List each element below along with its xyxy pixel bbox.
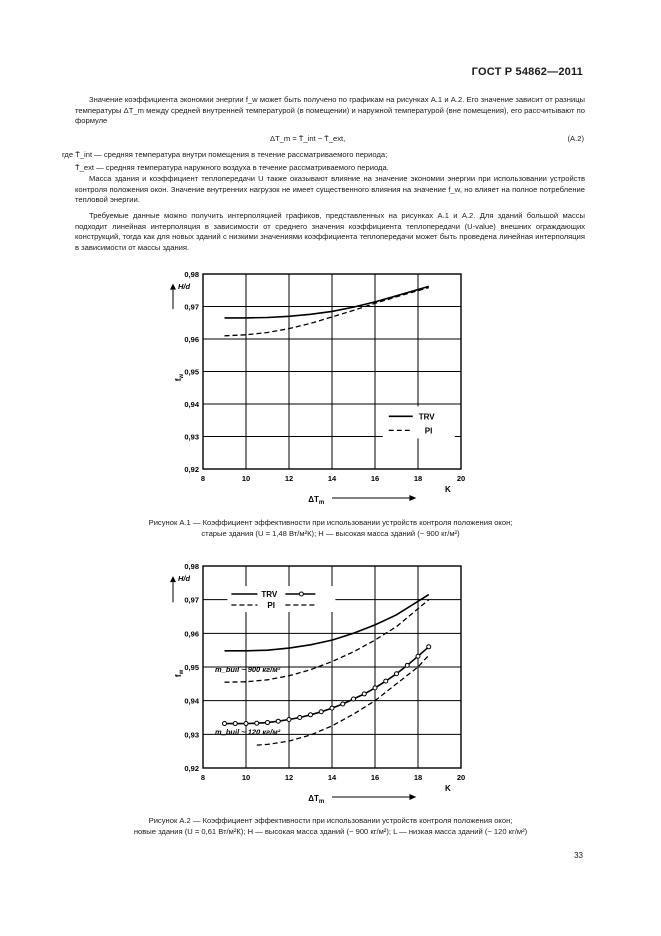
- x-tick-label: 14: [327, 773, 337, 782]
- y-tick-label: 0,94: [184, 696, 199, 706]
- page-number: 33: [574, 851, 583, 860]
- paragraph-2-text: Масса здания и коэффициент теплопередачи U также оказывают влияние на значение экономии энергии при использовании устройств контроля положения окон. Значение внутренних нагрузок не имеет существенного влияния на значение f_w, но влияет на полное потребление тепловой энергии.: [75, 174, 585, 205]
- series-line-trv: [225, 286, 429, 318]
- x-tick-label: 18: [413, 474, 423, 483]
- paragraph-1-text: Значение коэффициента экономии энергии f_w может быть получено по графикам на рисунках А.1 и А.2. Его значение зависит от разницы температуры ΔT_m между средней внутренней температурой (в помещении) и наружной температурой (вне помещения), его рассчитывают по формуле: [75, 95, 585, 126]
- y-tick-label: 0,98: [184, 562, 199, 571]
- y-tick-label: 0,96: [184, 629, 199, 639]
- series-point: [405, 663, 409, 667]
- document-standard-number: ГОСТ Р 54862—2011: [471, 66, 583, 78]
- figure-a1-caption-line1: Рисунок А.1 — Коэффициент эффективности при использовании устройств контроля положения окон;: [148, 518, 513, 527]
- x-axis-label-subscript: m: [318, 799, 325, 805]
- x-tick-label: 18: [413, 773, 423, 782]
- y-tick-label: 0,95: [184, 663, 199, 672]
- series-point: [298, 716, 302, 720]
- y-axis-label-subscript: w: [179, 373, 185, 379]
- series-line-trv-l: [225, 647, 429, 724]
- x-tick-label: 16: [370, 773, 380, 782]
- figure-a2-caption-line2: новые здания (U = 0,61 Вт/м²К); H — высокая масса зданий (~ 900 кг/м²); L — низкая масса зданий (~ 120 кг/м²): [133, 827, 528, 836]
- formula-a2: ΔT_m = T̄_int − T̄_ext,: [270, 134, 346, 143]
- x-axis-label: $\Delta T_m$: [308, 794, 325, 805]
- y-tick-label: 0,95: [184, 367, 199, 377]
- y-tick-label: 0,98: [184, 270, 199, 279]
- paragraph-1: [75, 95, 585, 127]
- series-point: [309, 713, 313, 717]
- y-tick-label: 0,93: [184, 432, 199, 442]
- series-point: [223, 722, 227, 726]
- x-axis-label-subscript: m: [318, 500, 325, 506]
- series-point: [287, 718, 291, 722]
- series-point: [352, 697, 356, 701]
- x-tick-label: 14: [327, 474, 337, 483]
- x-tick-label: 8: [200, 773, 206, 782]
- legend-label-pi: PI: [267, 601, 275, 610]
- y-tick-label: 0,97: [184, 595, 199, 605]
- series-point: [244, 722, 248, 726]
- y-axis-label-subscript: w: [179, 669, 185, 675]
- legend-label-trv: TRV: [261, 590, 278, 599]
- x-tick-label: 16: [370, 474, 380, 483]
- y-tick-label: 0,97: [184, 302, 199, 312]
- x-tick-label: 20: [456, 474, 466, 483]
- x-axis-label: $\Delta T_m$: [308, 495, 325, 506]
- series-point: [395, 672, 399, 676]
- x-axis-arrow-head: [409, 495, 416, 501]
- x-tick-label: 12: [284, 474, 294, 483]
- series-point: [384, 679, 388, 683]
- annotation-m-low: m_buil ~ 120 кг/м²: [215, 727, 281, 737]
- figure-a2-caption-line1: Рисунок А.2 — Коэффициент эффективности при использовании устройств контроля положения окон;: [148, 816, 513, 825]
- formula-number: (А.2): [567, 134, 584, 143]
- y-tick-label: 0,94: [184, 400, 199, 409]
- y-tick-label: 0,92: [184, 764, 199, 773]
- x-tick-label: 10: [241, 474, 251, 483]
- x-tick-label: 8: [200, 474, 206, 483]
- y-axis-label: $f_w$: [174, 669, 185, 678]
- series-point: [427, 645, 431, 649]
- legend-swatch-trv-circle: [299, 592, 303, 596]
- y-tick-label: 0,92: [184, 465, 199, 474]
- series-point: [276, 719, 280, 723]
- series-point: [233, 722, 237, 726]
- series-point: [373, 686, 377, 690]
- legend-box: [383, 406, 455, 438]
- y-axis-arrow-head: [170, 284, 176, 290]
- x-unit-label: K: [445, 784, 451, 793]
- y-tick-label: 0,93: [184, 730, 199, 740]
- figure-a1-caption: [50, 517, 611, 539]
- corner-label: H/d: [178, 574, 191, 583]
- legend-label-trv: TRV: [418, 412, 435, 422]
- figure-a2-chart: [150, 556, 480, 811]
- corner-label: H/d: [178, 282, 191, 291]
- series-point: [319, 710, 323, 714]
- where-int-line: где T̄_int — средняя температура внутри помещения в течение рассматриваемого периода;: [62, 150, 388, 159]
- paragraph-2: [75, 174, 585, 206]
- annotation-m-high: m_buil ~ 900 кг/м²: [215, 665, 281, 675]
- legend-label-pi: PI: [424, 426, 433, 436]
- x-tick-label: 10: [241, 773, 251, 782]
- series-point: [266, 721, 270, 725]
- x-tick-label: 20: [456, 773, 466, 782]
- series-point: [341, 702, 345, 706]
- figure-a1-chart: [150, 262, 480, 512]
- where-ext-line: T̄_ext — средняя температура наружного воздуха в течение рассматриваемого периода.: [75, 163, 389, 172]
- paragraph-3-text: Требуемые данные можно получить интерполяцией графиков, представленных на рисунках А.1 и А.2. Для зданий большой массы подходит линейная интерполяция в зависимости от среднего значения коэффициента теплопередачи (U-value) внешних ограждающих конструкций, тогда как для новых зданий с низкими значениями коэффициента теплопередачи может быть проведена линейная интерполяция в зависимости от массы здания.: [75, 211, 585, 252]
- figure-a2-caption: [50, 815, 611, 837]
- figure-a1-caption-line2: старые здания (U = 1,48 Вт/м²К); H — высокая масса зданий (~ 900 кг/м²): [201, 529, 460, 538]
- series-point: [416, 654, 420, 658]
- y-tick-label: 0,96: [184, 335, 199, 344]
- y-axis-arrow-head: [170, 576, 176, 582]
- paragraph-3: [75, 211, 585, 253]
- series-point: [330, 706, 334, 710]
- y-axis-label: $f_w$: [174, 373, 185, 382]
- series-point: [362, 692, 366, 696]
- x-unit-label: K: [445, 485, 451, 494]
- x-tick-label: 12: [284, 773, 294, 782]
- x-axis-arrow-head: [409, 794, 416, 800]
- series-point: [255, 721, 259, 725]
- legend-box: [227, 586, 335, 612]
